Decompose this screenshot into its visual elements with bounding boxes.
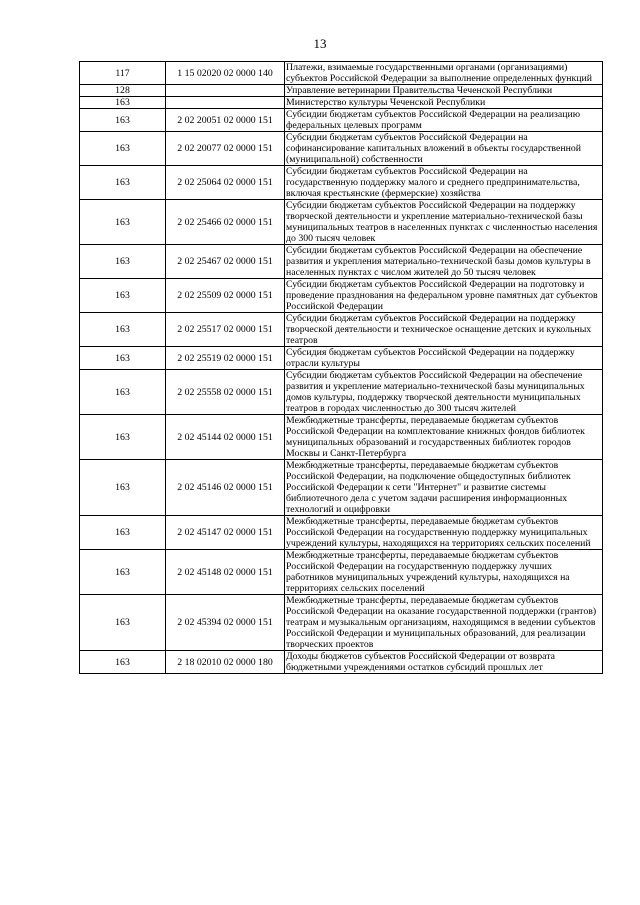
table-row bbox=[80, 516, 603, 550]
admin-code-cell: 163 bbox=[80, 200, 166, 245]
table-row bbox=[80, 415, 603, 460]
budget-code-cell bbox=[166, 97, 285, 109]
budget-code-cell: 2 02 45148 02 0000 151 bbox=[166, 550, 285, 595]
revenue-name-cell: Субсидии бюджетам субъектов Российской Федерации на государственную поддержку малого и среднего предпринимательства, включая крестьянские (фермерские) хозяйства bbox=[285, 166, 603, 200]
admin-code-cell: 163 bbox=[80, 109, 166, 132]
admin-code-cell: 163 bbox=[80, 651, 166, 674]
revenue-name-cell: Субсидии бюджетам субъектов Российской Федерации на обеспечение развития и укрепления материально-технической базы домов культуры в населенных пунктах с числом жителей до 50 тысяч человек bbox=[285, 245, 603, 279]
admin-code-cell: 163 bbox=[80, 415, 166, 460]
revenue-name-cell: Межбюджетные трансферты, передаваемые бюджетам субъектов Российской Федерации на комплектование книжных фондов библиотек муниципальных образований и государственных библиотек городов Москвы и Санкт-Петербурга bbox=[285, 415, 603, 460]
budget-code-cell: 2 02 25467 02 0000 151 bbox=[166, 245, 285, 279]
admin-code-cell: 163 bbox=[80, 595, 166, 651]
revenue-name-cell: Межбюджетные трансферты, передаваемые бюджетам субъектов Российской Федерации на государственную поддержку лучших работников муниципальных учреждений культуры, находящихся на территориях сельских поселений bbox=[285, 550, 603, 595]
admin-code-cell: 117 bbox=[80, 62, 166, 85]
revenue-name-cell: Межбюджетные трансферты, передаваемые бюджетам субъектов Российской Федерации, на подключение общедоступных библиотек Российской Федерации к сети "Интернет" и развитие системы библиотечного дела с учетом задачи расширения информационных технологий и оцифровки bbox=[285, 460, 603, 516]
budget-classification-table bbox=[79, 61, 603, 674]
budget-code-cell: 1 15 02020 02 0000 140 bbox=[166, 62, 285, 85]
admin-code-cell: 163 bbox=[80, 347, 166, 370]
table-row bbox=[80, 370, 603, 415]
admin-code-cell: 163 bbox=[80, 550, 166, 595]
budget-code-cell: 2 02 45146 02 0000 151 bbox=[166, 460, 285, 516]
revenue-name-cell: Субсидия бюджетам субъектов Российской Федерации на поддержку отрасли культуры bbox=[285, 347, 603, 370]
budget-code-cell bbox=[166, 85, 285, 97]
admin-code-cell: 163 bbox=[80, 166, 166, 200]
table-row bbox=[80, 651, 603, 674]
budget-code-cell: 2 02 25519 02 0000 151 bbox=[166, 347, 285, 370]
budget-code-cell: 2 02 45394 02 0000 151 bbox=[166, 595, 285, 651]
table-row bbox=[80, 550, 603, 595]
budget-code-cell: 2 18 02010 02 0000 180 bbox=[166, 651, 285, 674]
admin-code-cell: 128 bbox=[80, 85, 166, 97]
budget-code-cell: 2 02 45144 02 0000 151 bbox=[166, 415, 285, 460]
revenue-name-cell: Субсидии бюджетам субъектов Российской Федерации на софинансирование капитальных вложений в объекты государственной (муниципальной) собственности bbox=[285, 132, 603, 166]
budget-code-cell: 2 02 25517 02 0000 151 bbox=[166, 313, 285, 347]
admin-code-cell: 163 bbox=[80, 279, 166, 313]
table-row bbox=[80, 347, 603, 370]
admin-code-cell: 163 bbox=[80, 132, 166, 166]
revenue-name-cell: Доходы бюджетов субъектов Российской Федерации от возврата бюджетными учреждениями остатков субсидий прошлых лет bbox=[285, 651, 603, 674]
table-row bbox=[80, 200, 603, 245]
table-row bbox=[80, 62, 603, 85]
admin-code-cell: 163 bbox=[80, 97, 166, 109]
table-row bbox=[80, 85, 603, 97]
table-row bbox=[80, 313, 603, 347]
revenue-name-cell: Межбюджетные трансферты, передаваемые бюджетам субъектов Российской Федерации на государственную поддержку муниципальных учреждений культуры, находящихся на территориях сельских поселений bbox=[285, 516, 603, 550]
revenue-name-cell: Министерство культуры Чеченской Республики bbox=[285, 97, 603, 109]
revenue-name-cell: Платежи, взимаемые государственными органами (организациями) субъектов Российской Федерации за выполнение определенных функций bbox=[285, 62, 603, 85]
revenue-name-cell: Субсидии бюджетам субъектов Российской Федерации на обеспечение развития и укрепление материально-технической базы муниципальных домов культуры, поддержку творческой деятельности муниципальных театров в городах численностью до 300 тысяч жителей bbox=[285, 370, 603, 415]
budget-code-cell: 2 02 20077 02 0000 151 bbox=[166, 132, 285, 166]
admin-code-cell: 163 bbox=[80, 516, 166, 550]
budget-code-cell: 2 02 25466 02 0000 151 bbox=[166, 200, 285, 245]
revenue-name-cell: Субсидии бюджетам субъектов Российской Федерации на реализацию федеральных целевых программ bbox=[285, 109, 603, 132]
revenue-name-cell: Субсидии бюджетам субъектов Российской Федерации на поддержку творческой деятельности и техническое оснащение детских и кукольных театров bbox=[285, 313, 603, 347]
budget-code-cell: 2 02 25558 02 0000 151 bbox=[166, 370, 285, 415]
admin-code-cell: 163 bbox=[80, 460, 166, 516]
revenue-name-cell: Управление ветеринарии Правительства Чеченской Республики bbox=[285, 85, 603, 97]
revenue-name-cell: Субсидии бюджетам субъектов Российской Федерации на подготовку и проведение празднования на федеральном уровне памятных дат субъектов Российской Федерации bbox=[285, 279, 603, 313]
budget-code-cell: 2 02 45147 02 0000 151 bbox=[166, 516, 285, 550]
table-row bbox=[80, 460, 603, 516]
table-row bbox=[80, 245, 603, 279]
table-row bbox=[80, 279, 603, 313]
page-number: 13 bbox=[313, 36, 327, 51]
table-row bbox=[80, 595, 603, 651]
admin-code-cell: 163 bbox=[80, 370, 166, 415]
budget-code-cell: 2 02 20051 02 0000 151 bbox=[166, 109, 285, 132]
table-row bbox=[80, 109, 603, 132]
table-row bbox=[80, 166, 603, 200]
revenue-name-cell: Межбюджетные трансферты, передаваемые бюджетам субъектов Российской Федерации на оказание государственной поддержки (грантов) театрам и музыкальным организациям, находящимся в ведении субъектов Российской Федерации и муниципальных образований, для реализации творческих проектов bbox=[285, 595, 603, 651]
budget-code-cell: 2 02 25064 02 0000 151 bbox=[166, 166, 285, 200]
admin-code-cell: 163 bbox=[80, 245, 166, 279]
table-row bbox=[80, 132, 603, 166]
budget-code-cell: 2 02 25509 02 0000 151 bbox=[166, 279, 285, 313]
table-body bbox=[80, 62, 603, 674]
admin-code-cell: 163 bbox=[80, 313, 166, 347]
revenue-name-cell: Субсидии бюджетам субъектов Российской Федерации на поддержку творческой деятельности и укрепление материально-технической базы муниципальных театров в населенных пунктах с численностью населения до 300 тысяч человек bbox=[285, 200, 603, 245]
table-row bbox=[80, 97, 603, 109]
